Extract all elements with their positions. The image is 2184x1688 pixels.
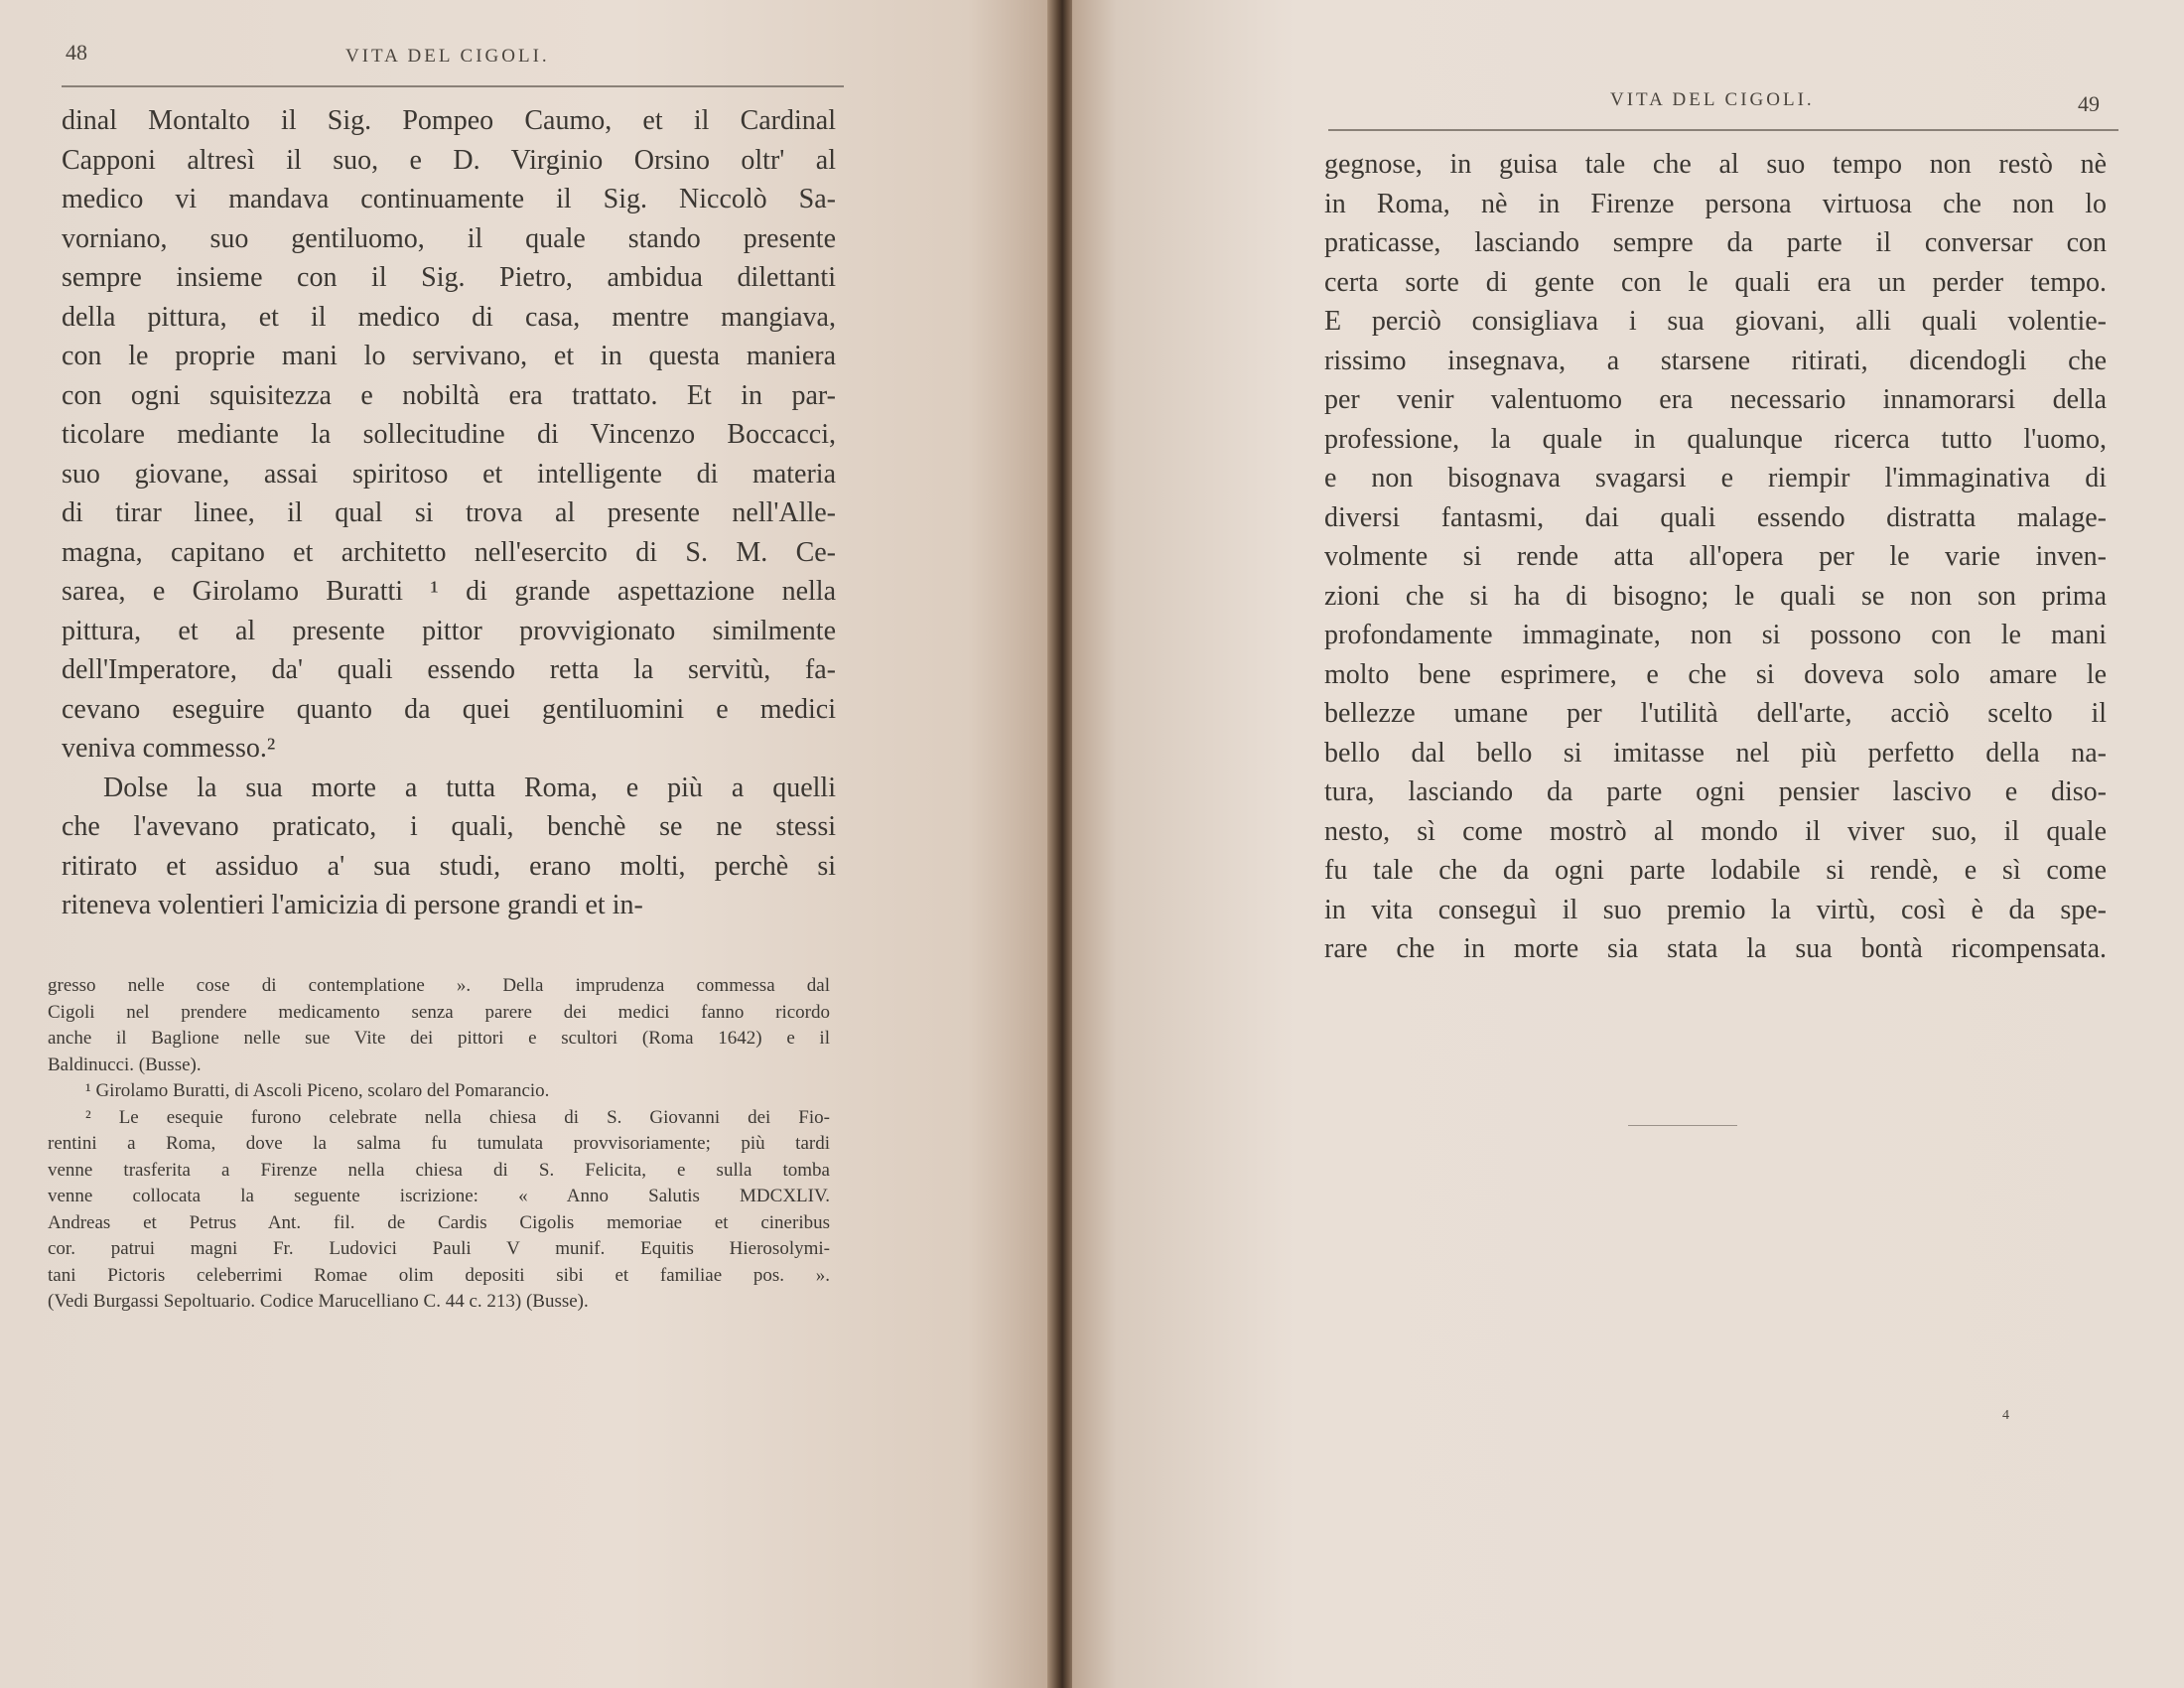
end-rule [1628, 1125, 1737, 1126]
text-line: pittura, et al presente pittor provvigionato similmente [62, 615, 836, 646]
text-line: magna, capitano et architetto nell'esercito di S. M. Ce- [62, 536, 836, 568]
text-line: dinal Montalto il Sig. Pompeo Caumo, et il Cardinal [62, 105, 836, 136]
running-head: VITA DEL CIGOLI. [345, 46, 550, 67]
text-line: in vita conseguì il suo premio la virtù, così è da spe- [1324, 894, 2107, 925]
text-line: E perciò consigliava i sua giovani, alli quali volentie- [1324, 306, 2107, 337]
footnote-line: tani Pictoris celeberrimi Romae olim depositi sibi et familiae pos. ». [48, 1264, 830, 1286]
header-rule [62, 85, 844, 87]
page-number: 49 [2078, 91, 2100, 116]
text-line: tura, lasciando da parte ogni pensier lascivo e diso- [1324, 776, 2107, 807]
text-line: in Roma, nè in Firenze persona virtuosa che non lo [1324, 188, 2107, 219]
footnote-line: rentini a Roma, dove la salma fu tumulata provvisoriamente; più tardi [48, 1133, 830, 1154]
text-line: diversi fantasmi, dai quali essendo distratta malage- [1324, 501, 2107, 533]
text-line: sarea, e Girolamo Buratti ¹ di grande aspettazione nella [62, 576, 836, 607]
text-line: sempre insieme con il Sig. Pietro, ambidua dilettanti [62, 262, 836, 293]
footnotes [48, 973, 830, 1316]
running-head: VITA DEL CIGOLI. [1610, 89, 1815, 110]
text-line: rare che in morte sia stata la sua bontà ricompensata. [1324, 933, 2107, 964]
text-line: rissimo insegnava, a starsene ritirati, dicendogli che [1324, 345, 2107, 376]
text-line: e non bisognava svagarsi e riempir l'immaginativa di [1324, 463, 2107, 493]
signature-mark: 4 [2002, 1408, 2009, 1423]
text-line: di tirar linee, il qual si trova al presente nell'Alle- [62, 497, 836, 528]
footnote-line: Andreas et Petrus Ant. fil. de Cardis Cigolis memoriae et cineribus [48, 1211, 830, 1233]
text-line: dell'Imperatore, da' quali essendo retta la servitù, fa- [62, 654, 836, 685]
footnote-line: ¹ Girolamo Buratti, di Ascoli Piceno, scolaro del Pomarancio. [85, 1080, 550, 1101]
text-line: nesto, sì come mostrò al mondo il viver suo, il quale [1324, 815, 2107, 847]
text-line: zioni che si ha di bisogno; le quali se non son prima [1324, 580, 2107, 612]
text-line: ritirato et assiduo a' sua studi, erano molti, perchè si [62, 850, 836, 882]
text-line: vorniano, suo gentiluomo, il quale stando presente [62, 222, 836, 254]
main-text [62, 101, 836, 925]
header-rule [1328, 129, 2118, 131]
footnote-line: Cigoli nel prendere medicamento senza parere dei medici fanno ricordo [48, 1001, 830, 1023]
text-line: bellezze umane per l'utilità dell'arte, acciò scelto il [1324, 698, 2107, 729]
text-line: certa sorte di gente con le quali era un perder tempo. [1324, 266, 2107, 298]
text-line: gegnose, in guisa tale che al suo tempo non restò nè [1324, 149, 2107, 180]
text-line: molto bene esprimere, e che si doveva solo amare le [1324, 658, 2107, 690]
text-line: Dolse la sua morte a tutta Roma, e più a quelli [103, 772, 836, 803]
footnote-line: gresso nelle cose di contemplatione ». Della imprudenza commessa dal [48, 975, 830, 996]
text-line: cevano eseguire quanto da quei gentiluomini e medici [62, 693, 836, 725]
text-line: per venir valentuomo era necessario innamorarsi della [1324, 384, 2107, 415]
footnote-line: Baldinucci. (Busse). [48, 1054, 202, 1075]
text-line: veniva commesso.² [62, 733, 276, 764]
text-line: Capponi altresì il suo, e D. Virginio Orsino oltr' al [62, 144, 836, 176]
page-number: 48 [66, 40, 87, 65]
text-line: della pittura, et il medico di casa, mentre mangiava, [62, 301, 836, 333]
text-line: riteneva volentieri l'amicizia di persone grandi et in- [62, 890, 643, 920]
text-line: ticolare mediante la sollecitudine di Vincenzo Boccacci, [62, 419, 836, 450]
left-page [0, 0, 1052, 1688]
footnote-line: ² Le esequie furono celebrate nella chiesa di S. Giovanni dei Fio- [85, 1106, 830, 1128]
footnote-line: anche il Baglione nelle sue Vite dei pittori e scultori (Roma 1642) e il [48, 1028, 830, 1049]
footnote-line: cor. patrui magni Fr. Ludovici Pauli V munif. Equitis Hierosolymi- [48, 1238, 830, 1259]
text-line: con le proprie mani lo servivano, et in questa maniera [62, 341, 836, 371]
main-text [1324, 145, 2107, 969]
footnote-line: venne trasferita a Firenze nella chiesa di S. Felicita, e sulla tomba [48, 1159, 830, 1181]
text-line: professione, la quale in qualunque ricerca tutto l'uomo, [1324, 423, 2107, 455]
text-line: fu tale che da ogni parte lodabile si rendè, e sì come [1324, 855, 2107, 886]
text-line: praticasse, lasciando sempre da parte il conversar con [1324, 227, 2107, 258]
text-line: volmente si rende atta all'opera per le varie inven- [1324, 541, 2107, 572]
text-line: suo giovane, assai spiritoso et intelligente di materia [62, 458, 836, 490]
text-line: medico vi mandava continuamente il Sig. Niccolò Sa- [62, 184, 836, 214]
text-line: che l'avevano praticato, i quali, benchè se ne stessi [62, 811, 836, 842]
text-line: profondamente immaginate, non si possono con le mani [1324, 620, 2107, 650]
footnote-line: (Vedi Burgassi Sepoltuario. Codice Marucelliano C. 44 c. 213) (Busse). [48, 1291, 589, 1312]
text-line: con ogni squisitezza e nobiltà era trattato. Et in par- [62, 379, 836, 411]
text-line: bello dal bello si imitasse nel più perfetto della na- [1324, 737, 2107, 769]
right-page [1072, 0, 2184, 1688]
footnote-line: venne collocata la seguente iscrizione: « Anno Salutis MDCXLIV. [48, 1186, 830, 1206]
